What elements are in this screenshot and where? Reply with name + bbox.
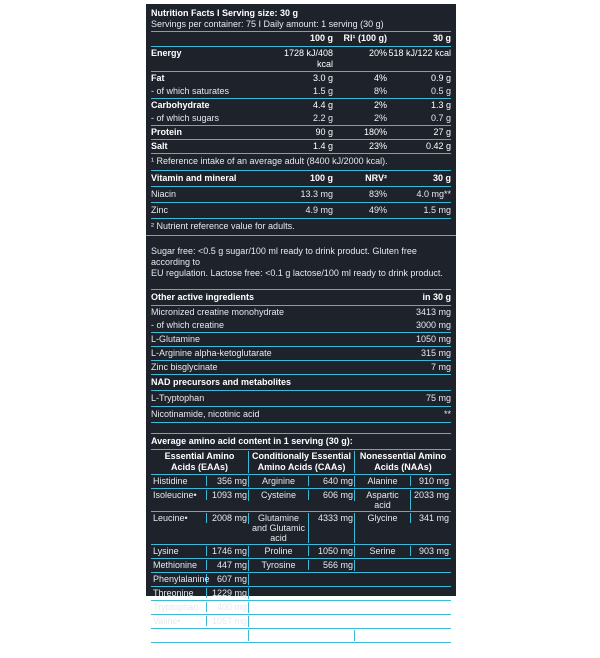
value-30g: 4.0 mg** <box>416 189 451 199</box>
value-30g: 1.5 mg <box>423 205 451 215</box>
amino-value: 4333 mg <box>317 513 353 523</box>
amino-group <box>355 476 451 487</box>
value-ri: 23% <box>368 141 387 151</box>
amino-row <box>151 558 451 572</box>
nutrition-header-row <box>151 31 451 46</box>
nutrient-label: Fat <box>151 73 165 83</box>
value-100g: 4.4 g <box>312 100 333 110</box>
amino-value: 1229 mg <box>211 588 247 598</box>
amino-header-row: Essential Amino Acids (EAAs) Conditionally Essential Amino Acids (CAAs) Nonessential Amino Acids (NAAs) <box>151 449 451 474</box>
value-ri: 2% <box>373 113 387 123</box>
amino-group <box>249 490 355 501</box>
serving-header <box>146 4 456 30</box>
amino-name: Phenylalanine <box>153 574 210 584</box>
amino-value: 910 mg <box>418 476 449 486</box>
amino-value: 1050 mg <box>317 546 353 556</box>
amino-name: Histidine <box>151 476 207 486</box>
value-ri: 20% <box>368 48 387 58</box>
amino-group <box>249 546 355 557</box>
amino-group <box>249 560 355 571</box>
amino-group <box>151 476 249 487</box>
amino-row <box>151 600 451 614</box>
value-ri: 180% <box>363 127 387 137</box>
ingredient-value: 1050 mg <box>415 334 451 344</box>
active-header-row: Other active ingredients in 30 g <box>151 289 451 305</box>
nutrition-row <box>151 85 451 98</box>
value-100g: 2.2 g <box>312 113 333 123</box>
amino-group <box>151 616 249 627</box>
ri-footnote: ¹ Reference intake of an average adult (8400 kJ/2000 kcal). <box>151 153 451 170</box>
nutrient-label: Carbohydrate <box>151 100 210 110</box>
nutrition-row <box>151 71 451 85</box>
value-nrv: 83% <box>368 189 387 199</box>
nutrient-label: Protein <box>151 127 183 137</box>
amino-group <box>355 490 451 510</box>
amino-value: 400 mg <box>216 602 247 612</box>
active-ingredient-row <box>151 332 451 346</box>
amino-value: 607 mg <box>216 574 247 584</box>
ingredient-label: - of which creatine <box>151 320 225 330</box>
ingredient-label: Nicotinamide, nicotinic acid <box>151 409 260 419</box>
value-30g: 27 g <box>433 127 451 137</box>
value-100g: 3.0 g <box>312 73 333 83</box>
ingredient-value: 7 mg <box>430 362 451 372</box>
amino-name: Glycine <box>355 513 411 523</box>
nutrition-row <box>151 98 451 112</box>
amino-name: Isoleucine• <box>151 490 207 500</box>
amino-group <box>249 476 355 487</box>
amino-name: Cysteine <box>249 490 309 500</box>
amino-name: Methionine <box>151 560 207 570</box>
amino-group <box>151 588 249 599</box>
amino-acid-table <box>146 433 456 658</box>
vitamin-label: Niacin <box>151 189 177 199</box>
ingredient-value: 315 mg <box>420 348 451 358</box>
amino-name: Arginine <box>249 476 309 486</box>
amino-value: 2008 mg <box>211 513 247 523</box>
ingredient-value: ** <box>443 409 451 419</box>
amino-totals-row: 8943 mg 7195 mg 4187 mg <box>151 628 451 642</box>
nad-title: NAD precursors and metabolites <box>151 374 451 390</box>
amino-value: 447 mg <box>216 560 247 570</box>
amino-name: Glutamine and Glutamic acid <box>249 513 309 543</box>
ingredient-label: L-Arginine alpha-ketoglutarate <box>151 348 272 358</box>
nutrition-row <box>151 139 451 153</box>
amino-row <box>151 544 451 558</box>
vitamin-row <box>151 186 451 202</box>
amino-group <box>151 560 249 571</box>
active-ingredient-row <box>151 360 451 374</box>
amino-group <box>151 546 249 557</box>
value-30g: 0.9 g <box>430 73 451 83</box>
nutrition-label-panel <box>146 4 456 655</box>
amino-value: 2033 mg <box>413 490 449 500</box>
amino-value: 566 mg <box>322 560 353 570</box>
vitamin-table <box>146 170 456 235</box>
active-ingredient-row <box>151 305 451 319</box>
amino-group <box>151 602 249 613</box>
amino-value: 903 mg <box>418 546 449 556</box>
amino-title: Average amino acid content in 1 serving (30 g): <box>151 433 451 449</box>
amino-value: 606 mg <box>322 490 353 500</box>
nad-row <box>151 406 451 422</box>
amino-name: Aspartic acid <box>355 490 411 510</box>
value-30g: 0.42 g <box>425 141 451 151</box>
amino-group <box>151 490 249 501</box>
ingredient-label: L-Glutamine <box>151 334 201 344</box>
col-ri: RI¹ (100 g) <box>343 33 387 43</box>
amino-value: 1093 mg <box>211 490 247 500</box>
amino-value: 356 mg <box>216 476 247 486</box>
amino-name: Threonine <box>151 588 207 598</box>
value-ri: 2% <box>373 100 387 110</box>
total-bcaas: •Total BCAAs: 4158 mg <box>151 642 451 658</box>
value-ri: 8% <box>373 86 387 96</box>
amino-value: 640 mg <box>322 476 353 486</box>
value-ri: 4% <box>373 73 387 83</box>
amino-group <box>355 513 451 524</box>
nutrient-label: Energy <box>151 48 182 58</box>
value-30g: 1.3 g <box>430 100 451 110</box>
ingredient-label: L-Tryptophan <box>151 393 205 403</box>
nrv-footnote: ² Nutrient reference value for adults. <box>151 218 451 235</box>
amino-value: 341 mg <box>418 513 449 523</box>
value-30g: 0.7 g <box>430 113 451 123</box>
value-30g: 518 kJ/122 kcal <box>388 48 451 58</box>
amino-group <box>355 546 451 557</box>
amino-group <box>151 513 249 524</box>
col-30g: 30 g <box>432 33 451 43</box>
ingredient-label: Micronized creatine monohydrate <box>151 307 285 317</box>
vitamin-header-row: Vitamin and mineral 100 g NRV² 30 g <box>151 170 451 186</box>
amino-row <box>151 586 451 600</box>
value-100g: 1728 kJ/408 kcal <box>283 48 333 69</box>
nutrient-label: - of which sugars <box>151 113 220 123</box>
col-100g: 100 g <box>309 33 333 43</box>
vitamin-label: Zinc <box>151 205 169 215</box>
nutrient-label: Salt <box>151 141 168 151</box>
serving-size-line: Nutrition Facts I Serving size: 30 g <box>151 8 299 18</box>
amino-row <box>151 474 451 488</box>
value-100g: 1.5 g <box>312 86 333 96</box>
free-from-note <box>146 235 456 289</box>
amino-value: 1746 mg <box>211 546 247 556</box>
ingredient-value: 3413 mg <box>415 307 451 317</box>
amino-name: Alanine <box>355 476 411 486</box>
ingredient-value: 75 mg <box>425 393 451 403</box>
nutrition-row <box>151 112 451 125</box>
amino-name: Tryptophan <box>151 602 207 612</box>
nutrition-row <box>151 125 451 139</box>
value-100g: 13.3 mg <box>300 189 333 199</box>
vitamin-row <box>151 202 451 218</box>
amino-row <box>151 572 451 586</box>
amino-group <box>249 513 355 543</box>
amino-name: Tyrosine <box>249 560 309 570</box>
value-100g: 90 g <box>315 127 333 137</box>
servings-per-container-line: Servings per container: 75 I Daily amount: 1 serving (30 g) <box>151 19 384 29</box>
amino-row <box>151 614 451 628</box>
nutrient-label: - of which saturates <box>151 86 230 96</box>
active-ingredient-row <box>151 319 451 332</box>
value-100g: 4.9 mg <box>305 205 333 215</box>
amino-name: Leucine• <box>151 513 207 523</box>
amino-row <box>151 511 451 544</box>
active-ingredients-table <box>146 289 456 423</box>
amino-value: 1057 mg <box>211 616 247 626</box>
value-100g: 1.4 g <box>312 141 333 151</box>
amino-name: Serine <box>355 546 411 556</box>
nad-row <box>151 390 451 406</box>
ingredient-label: Zinc bisglycinate <box>151 362 218 372</box>
active-ingredient-row <box>151 346 451 360</box>
note-line-2: EU regulation. Lactose free: <0.1 g lactose/100 ml ready to drink product. <box>151 268 443 278</box>
value-nrv: 49% <box>368 205 387 215</box>
amino-name: Proline <box>249 546 309 556</box>
amino-name: Lysine <box>151 546 207 556</box>
nutrition-row <box>151 46 451 71</box>
amino-row <box>151 488 451 511</box>
value-30g: 0.5 g <box>430 86 451 96</box>
note-line-1: Sugar free: <0.5 g sugar/100 ml ready to drink product. Gluten free according to <box>151 246 417 267</box>
amino-group <box>151 574 249 585</box>
amino-name: Valine• <box>151 616 207 626</box>
ingredient-value: 3000 mg <box>415 320 451 330</box>
nutrition-table <box>146 31 456 170</box>
